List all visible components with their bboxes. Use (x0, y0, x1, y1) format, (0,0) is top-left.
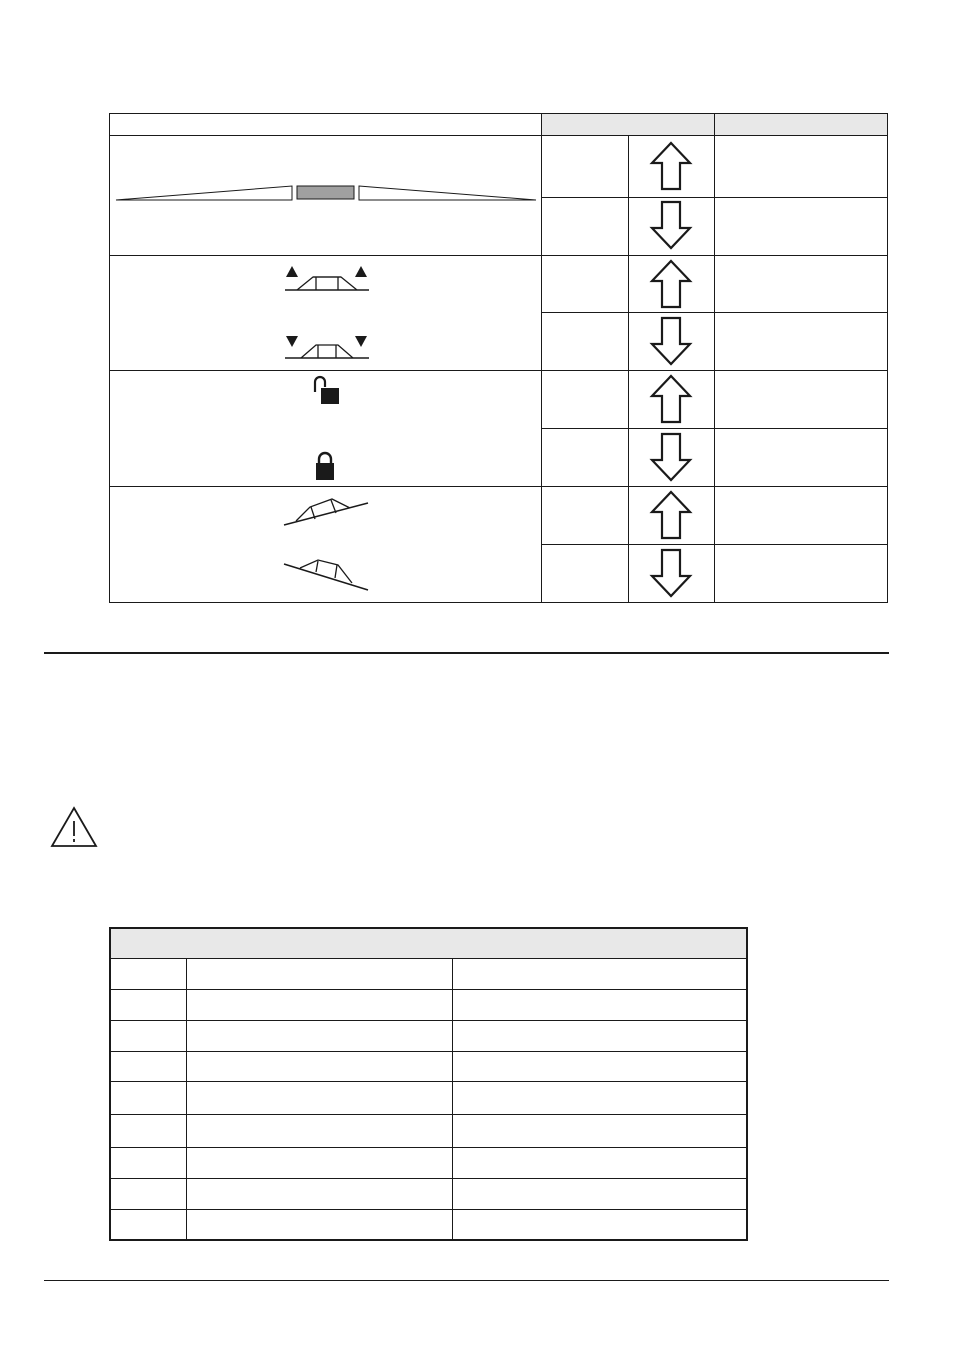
arrow-up-icon (650, 259, 692, 309)
settings-row-divider (109, 1209, 748, 1210)
settings-title-divider (109, 958, 748, 959)
settings-table-title-shade (110, 928, 747, 958)
arrow-down-icon (650, 316, 692, 366)
boom-raise-icon (283, 263, 371, 293)
arrow-up-icon (650, 141, 692, 191)
row-divider-1 (541, 197, 888, 198)
group-divider-1 (109, 255, 888, 256)
padlock-closed-icon (312, 450, 338, 482)
padlock-open-icon (312, 375, 342, 407)
settings-row-divider (109, 1147, 748, 1148)
tilt-right-icon (282, 556, 372, 594)
col-divider-1 (541, 113, 542, 603)
group-divider-3 (109, 486, 888, 487)
settings-col-divider-1 (186, 958, 187, 1240)
boom-fold-icon (114, 182, 538, 204)
col-divider-2 (628, 135, 629, 603)
group-divider-2 (109, 370, 888, 371)
arrow-up-icon (650, 490, 692, 540)
settings-border-left (109, 927, 111, 1241)
section-rule (44, 652, 889, 654)
settings-border-bottom (109, 1239, 748, 1241)
settings-row-divider (109, 1114, 748, 1115)
row-divider-3 (541, 428, 888, 429)
arrow-down-icon (650, 200, 692, 250)
settings-row-divider (109, 989, 748, 990)
settings-row-divider (109, 1081, 748, 1082)
boom-lower-icon (283, 332, 371, 362)
settings-border-top (109, 927, 748, 929)
row-divider-4 (541, 544, 888, 545)
warning-triangle-icon (50, 806, 98, 848)
settings-border-right (746, 927, 748, 1241)
function-table-header-shade-2 (715, 114, 887, 135)
col-divider-3 (714, 113, 715, 603)
settings-row-divider (109, 1178, 748, 1179)
table-border-right (887, 113, 888, 603)
header-divider (109, 135, 888, 136)
settings-col-divider-2 (452, 958, 453, 1240)
arrow-up-icon (650, 374, 692, 424)
function-table-header-shade-1 (542, 114, 714, 135)
table-border-left (109, 113, 110, 603)
table-border-top (109, 113, 888, 114)
settings-row-divider (109, 1020, 748, 1021)
table-border-bottom (109, 602, 888, 603)
footer-rule (44, 1280, 889, 1281)
arrow-down-icon (650, 548, 692, 598)
arrow-down-icon (650, 432, 692, 482)
row-divider-2 (541, 312, 888, 313)
settings-row-divider (109, 1051, 748, 1052)
tilt-left-icon (282, 492, 372, 528)
